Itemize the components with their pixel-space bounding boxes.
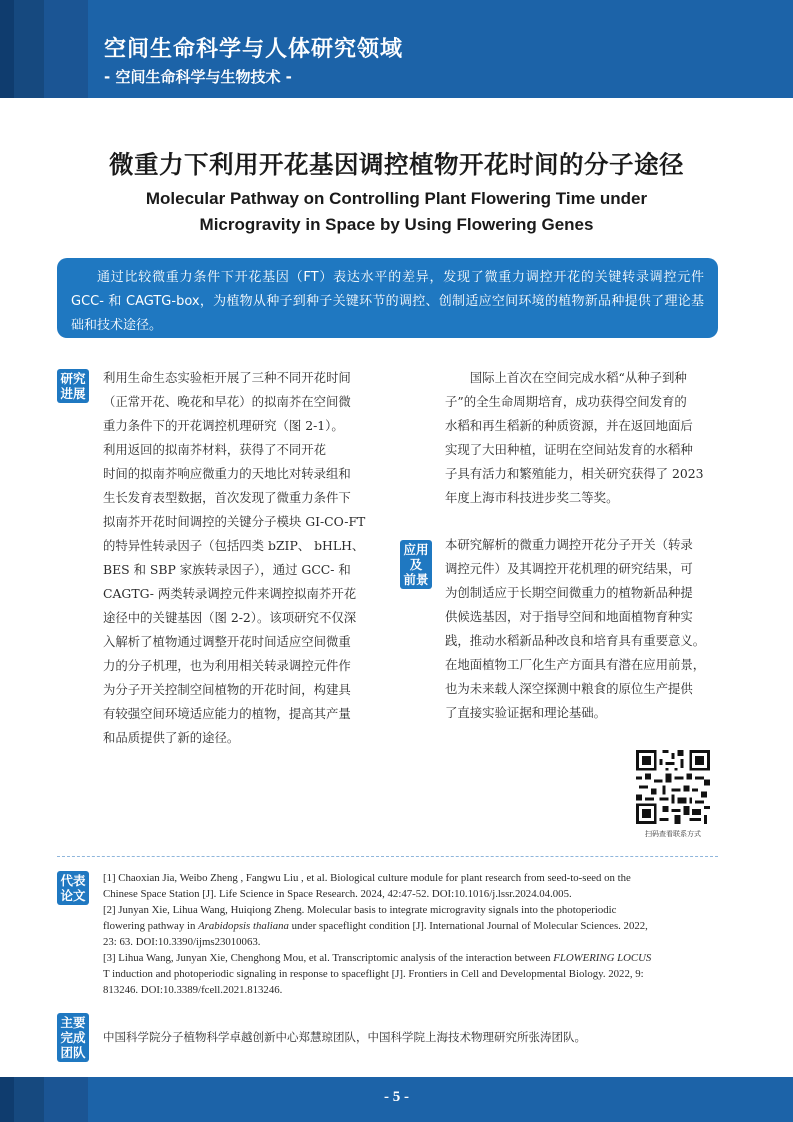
ref-text: [3] Lihua Wang, Junyan Xie, Chenghong Mou, et al. Transcriptomic analysis of the interaction between (103, 952, 554, 964)
text-line: 供候选基因，对于指导空间和地面植物育种实 (445, 609, 693, 624)
summary-line: 通过比较微重力条件下开花基因（FT）表达水平的差异，发现了微重力调控开花的关键转录调控 (97, 270, 678, 285)
text-line: 年度上海市科技进步奖二等奖。 (445, 490, 619, 505)
text-line: 途径中的关键基因（图 2-2）。该项研究不仅深 (103, 610, 357, 625)
text-line: 利用生命生态实验柜开展了三种不同开花时间 (103, 370, 351, 385)
header-banner (0, 0, 793, 98)
application-prospect-tag (400, 540, 432, 589)
ref-italic: FLOWERING LOCUS (553, 952, 652, 964)
reference-line: 813246. DOI:10.3389/fcell.2021.813246. (103, 984, 283, 996)
text-line: 了直接实验证据和理论基础。 (445, 705, 607, 720)
text-line: 有较强空间环境适应能力的植物，提高其产量 (103, 706, 351, 721)
tag-text: 代表 (60, 873, 86, 888)
english-title-line: Molecular Pathway on Controlling Plant Flowering Time under (145, 189, 648, 208)
text-line: 国际上首次在空间完成水稻“从种子到种 (469, 370, 687, 385)
text-line: BES 和 SBP 家族转录因子），通过 GCC- 和 (103, 562, 351, 577)
references-list (103, 870, 721, 998)
text-line: 调控元件）及其调控开花机理的研究结果，可 (445, 561, 693, 576)
text-line: 拟南芥开花时间调控的关键分子模块 GI-CO-FT (103, 514, 366, 529)
tag-text: 及 (409, 557, 423, 572)
reference-line: [2] Junyan Xie, Lihua Wang, Huiqiong Zheng. Molecular basis to integrate microgravity signals into the photoperiodic (103, 904, 617, 916)
text-line: 重力条件下的开花调控机理研究（图 2-1）。 (103, 418, 344, 433)
text-line: 生长发育表型数据，首次发现了微重力条件下 (103, 490, 351, 505)
tag-text: 前景 (403, 572, 429, 587)
page-title: 微重力下利用开花基因调控植物开花时间的分子途径 (109, 150, 684, 179)
qr-code[interactable] (636, 750, 710, 824)
ref-text: flowering pathway in (103, 920, 199, 932)
tag-text: 应用 (403, 542, 429, 557)
text-line: 实现了大田种植，证明在空间站发育的水稻种 (445, 442, 693, 457)
tag-text: 主要 (60, 1015, 86, 1030)
reference-line: T induction and photoperiodic signaling in response to spaceflight [J]. Frontiers in Cell and Developmental Biology. 2022, 9: (103, 968, 644, 980)
text-line: 子具有活力和繁殖能力，相关研究获得了 2023 (445, 466, 704, 481)
section-subtitle: - 空间生命科学与生物技术 - (104, 68, 292, 86)
summary-box (57, 258, 718, 338)
text-line: 本研究解析的微重力调控开花分子开关（转录 (445, 537, 693, 552)
text-line: 力的分子机理，也为利用相关转录调控元件作 (103, 658, 351, 673)
section-title: 空间生命科学与人体研究领域 (104, 37, 404, 62)
header-stripe (44, 0, 88, 98)
reference-line: Chinese Space Station [J]. Life Science in Space Research. 2024, 42:47-52. DOI:10.1016/j.lssr.2024.04.005. (103, 888, 572, 900)
header-stripe (0, 0, 14, 98)
representative-papers-tag (57, 871, 89, 905)
text-line: 的特异性转录因子（包括四类 bZIP、 bHLH、 (103, 538, 365, 553)
qr-caption: 扫码查看联系方式 (645, 830, 701, 838)
text-line: 时间的拟南芥响应微重力的天地比对转录组和 (103, 466, 351, 481)
tag-text: 进展 (60, 386, 86, 401)
reference-line: 23: 63. DOI:10.3390/ijms23010063. (103, 936, 261, 948)
header-stripe (14, 0, 44, 98)
english-title (60, 186, 733, 238)
application-text (445, 533, 719, 725)
text-line: 为创制适应于长期空间微重力的植物新品种提 (445, 585, 693, 600)
reference-line (103, 950, 721, 966)
tag-text: 团队 (60, 1045, 86, 1060)
text-line: 水稻和再生稻新的种质资源，并在返回地面后 (445, 418, 693, 433)
divider (57, 856, 718, 857)
summary-line: 元件 GCC- 和 CAGTG-box，为植物从种子到种子关键环节的调控、创制适应空间环境的植物新品种提 (71, 270, 704, 309)
ref-italic: Arabidopsis thaliana (198, 920, 289, 932)
page-number: - 5 - (384, 1089, 409, 1105)
text-line: 践，推动水稻新品种改良和培育具有重要意义。 (445, 633, 706, 648)
tag-text: 论文 (60, 888, 86, 903)
text-line: CAGTG- 两类转录调控元件来调控拟南芥开花 (103, 586, 357, 601)
english-title-line: Microgravity in Space by Using Flowering Genes (199, 215, 594, 234)
main-team-tag (57, 1013, 89, 1062)
intro-text (445, 366, 719, 510)
text-line: 和品质提供了新的途径。 (103, 730, 240, 745)
text-line: 也为未来载人深空探测中粮食的原位生产提供 (445, 681, 693, 696)
text-line: （正常开花、晚花和早花）的拟南芥在空间微 (103, 394, 351, 409)
research-progress-tag (57, 369, 89, 403)
text-line: 子”的全生命周期培育，成功获得空间发育的 (445, 394, 687, 409)
tag-text: 研究 (60, 371, 86, 386)
text-line: 为分子开关控制空间植物的开花时间，构建具 (103, 682, 351, 697)
text-line: 在地面植物工厂化生产方面具有潜在应用前景， (445, 657, 706, 672)
reference-line (103, 918, 721, 934)
reference-line: [1] Chaoxian Jia, Weibo Zheng , Fangwu Liu , et al. Biological culture module for plant research from seed-to-seed on the (103, 872, 631, 884)
summary-line: 供了理论基础和技术途径。 (71, 294, 704, 333)
text-line: 入解析了植物通过调整开花时间适应空间微重 (103, 634, 351, 649)
research-progress-text (103, 366, 379, 750)
footer-banner (0, 1077, 793, 1122)
tag-text: 完成 (60, 1030, 86, 1045)
team-text: 中国科学院分子植物科学卓越创新中心郑慧琼团队，中国科学院上海技术物理研究所张涛团队。 (103, 1030, 586, 1044)
text-line: 利用返回的拟南芥材料，获得了不同开花 (103, 442, 327, 457)
ref-text: under spaceflight condition [J]. International Journal of Molecular Sciences. 2022, (288, 920, 648, 932)
